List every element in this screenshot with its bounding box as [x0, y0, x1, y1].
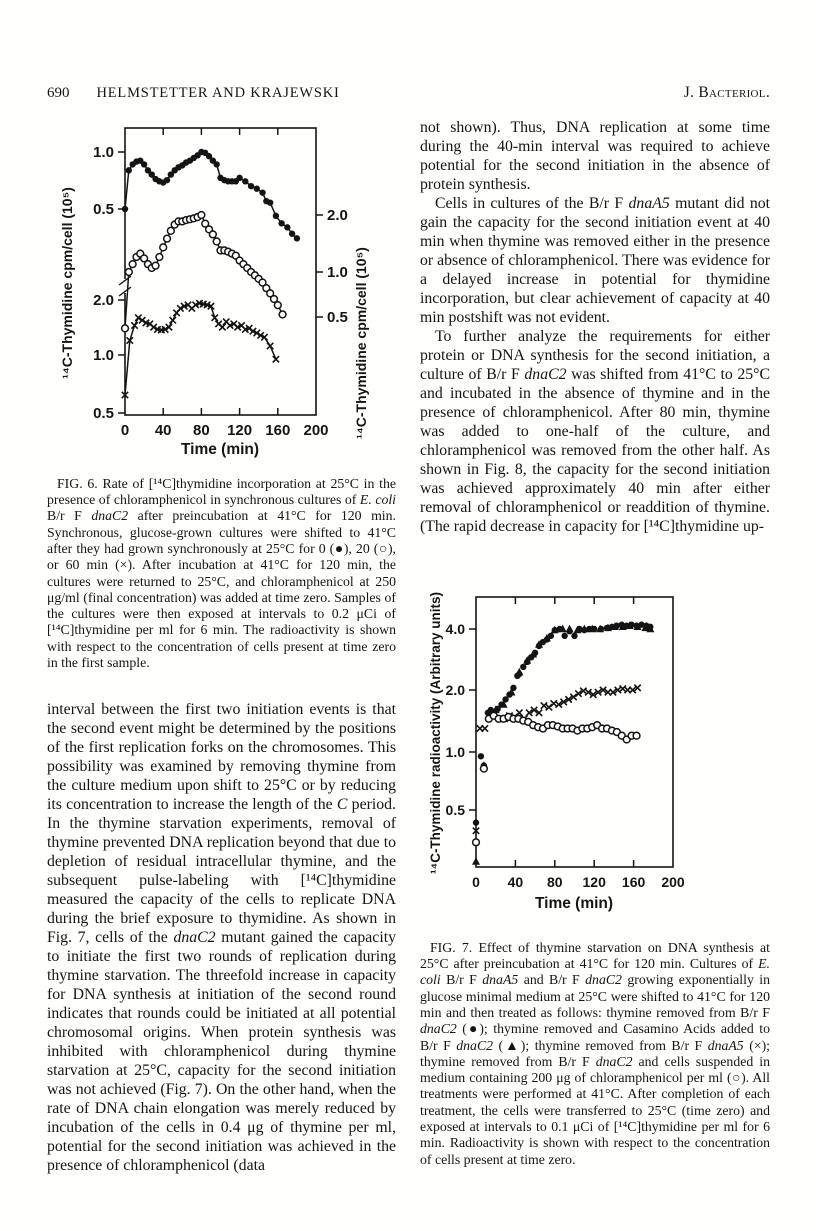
y-axis-label-0: ¹⁴C-Thymidine cpm/cell (10⁵) — [59, 187, 75, 379]
svg-text:0.5: 0.5 — [93, 405, 114, 422]
page-header — [47, 84, 770, 102]
figure-6-caption: FIG. 6. Rate of [¹⁴C]thymidine incorporation at 25°C in the presence of chloramphenicol in synchronous cultures of E. coli B/r F dnaC2 after preincubation at 41°C for 120 min. Synchronous, glucose-grown cultures were shifted to 41°C after they had grown synchronously at 25°C for 0 (●), 20 (○), or 60 min (×). After incubation at 41°C for 120 min, the cultures were returned to 25°C, and chloramphenicol at 250 μg/ml (final concentration) was added at time zero. Samples of the cultures were then exposed at intervals to 0.2 μCi of [¹⁴C]thymidine per ml for 6 min. The radioactivity is shown with respect to the concentration of cells present at time zero in the first sample. — [47, 475, 397, 671]
svg-text:2.0: 2.0 — [93, 292, 114, 309]
y-axis-ticks — [446, 621, 476, 818]
y-axis-ticks — [93, 144, 348, 422]
x-axis-ticks — [472, 597, 685, 890]
series-1 — [122, 212, 286, 332]
series-2 — [122, 300, 279, 398]
figure-7-caption-block — [420, 926, 770, 1182]
right-paragraph-2: Cells in cultures of the B/r F dnaA5 mutant did not gain the capacity for the second initiation event at 40 min when thymine was removed either in the presence or absence of chloramphenicol. There was evidence for a delayed increase in potential for thymidine incorporation, but clear achievement of capacity at 40 min postshift was not evident. — [420, 195, 771, 326]
figure-7-caption: FIG. 7. Effect of thymine starvation on DNA synthesis at 25°C after preincubation at 41°C for 120 min. Cultures of E. coli B/r F dnaA5 and B/r F dnaC2 growing exponentially in glucose minimal medium at 25°C were shifted to 41°C for 120 min and then treated as follows: thymine removed from B/r F dnaC2 (●); thymine removed and Casamino Acids added to B/r F dnaC2 (▲); thymine removed from B/r F dnaA5 (×); thymine removed from B/r F dnaC2 and cells suspended in medium containing 200 μg of chloramphenicol per ml (○). All treatments were performed at 41°C. After completion of each treatment, the cells were transferred to 25°C (time zero) and exposed at intervals to 0.1 μCi of [¹⁴C]thymidine per ml for 6 min. Radioactivity is shown with respect to the concentration of cells present at time zero. — [420, 939, 770, 1167]
running-title: HELMSTETTER AND KRAJEWSKI — [96, 85, 340, 101]
svg-text:0: 0 — [472, 874, 480, 890]
svg-text:200: 200 — [661, 874, 685, 890]
svg-text:1.0: 1.0 — [93, 347, 114, 364]
y-axis-label-1: ¹⁴C-Thymidine cpm/cell (10⁵) — [353, 247, 369, 439]
svg-text:40: 40 — [507, 874, 524, 890]
series-0 — [473, 622, 654, 826]
left-column-body — [47, 700, 396, 1175]
fig6-chart — [50, 113, 390, 469]
svg-text:1.0: 1.0 — [93, 144, 114, 161]
svg-text:1.0: 1.0 — [327, 264, 348, 281]
svg-text:0.5: 0.5 — [93, 201, 114, 218]
svg-text:4.0: 4.0 — [445, 621, 465, 637]
svg-text:2.0: 2.0 — [327, 207, 348, 224]
right-column-body — [420, 118, 770, 536]
svg-text:160: 160 — [265, 422, 291, 439]
svg-text:80: 80 — [547, 874, 563, 890]
left-body-paragraph: interval between the first two initiation events is that the second event might be determined by the positions of the first replication forks on the chromosomes. This possibility was examined by removing thymine from the culture medium upon shift to 25°C or by reducing its concentration to increase the length of the C period. In the thymine starvation experiments, removal of thymine prevented DNA replication beyond that due to depletion of residual intracellular thymine, and the subsequent pulse-labeling with [¹⁴C]thymidine measured the capacity of the cells to replicate DNA during the brief exposure to thymidine. As shown in Fig. 7, cells of the dnaC2 mutant gained the capacity to initiate the first two rounds of replication during thymine starvation. The threefold increase in capacity for DNA synthesis at initiation of the second round indicates that rounds could be initiated at all potential chromosomal origins. When protein synthesis was inhibited with chloramphenicol during thymine starvation at 25°C, capacity for the second initiation was not achieved (Fig. 7). On the other hand, when the rate of DNA chain elongation was merely reduced by incubation of the cells in 0.4 μg of thymine per ml, potential for the second initiation was achieved in the presence of chloramphenicol (data — [47, 701, 396, 1174]
page-number: 690 — [47, 85, 70, 101]
fig7-chart — [420, 588, 720, 924]
svg-text:2.0: 2.0 — [445, 682, 465, 698]
series-3 — [473, 712, 640, 845]
svg-text:1.0: 1.0 — [445, 744, 465, 760]
y-axis-label-0: ¹⁴C-Thymidine radioactivity (Arbitrary units) — [428, 592, 443, 874]
svg-text:120: 120 — [582, 874, 606, 890]
svg-text:0: 0 — [120, 422, 130, 439]
svg-text:200: 200 — [303, 422, 329, 439]
svg-text:0.5: 0.5 — [445, 802, 465, 818]
svg-text:80: 80 — [193, 422, 210, 439]
figure-6-caption-block — [47, 462, 396, 685]
right-paragraph-3: To further analyze the requirements for either protein or DNA synthesis for the second initiation, a culture of B/r F dnaC2 was shifted from 41°C to 25°C and incubated in the absence of thymine and in the presence of chloramphenicol. After 80 min, thymine was added to one-half of the culture, and chloramphenicol was removed from the other half. As shown in Fig. 8, the capacity for the second initiation was achieved approximately 40 min after either removal of chloramphenicol or readdition of thymine. (The rapid decrease in capacity for [¹⁴C]thymidine up- — [420, 328, 770, 535]
x-axis-label: Time (min) — [180, 441, 260, 458]
figure-6 — [50, 113, 390, 469]
svg-text:40: 40 — [154, 422, 172, 439]
x-axis-label: Time (min) — [534, 895, 614, 912]
journal-name: J. Bacteriol. — [683, 84, 770, 101]
figure-7 — [420, 588, 720, 924]
svg-text:160: 160 — [621, 874, 646, 890]
right-paragraph-1: not shown). Thus, DNA replication at some time during the 40-min interval was required to achieve potential for the second initiation in the absence of protein synthesis. — [420, 119, 770, 193]
svg-text:120: 120 — [227, 422, 253, 439]
svg-text:0.5: 0.5 — [327, 309, 348, 326]
